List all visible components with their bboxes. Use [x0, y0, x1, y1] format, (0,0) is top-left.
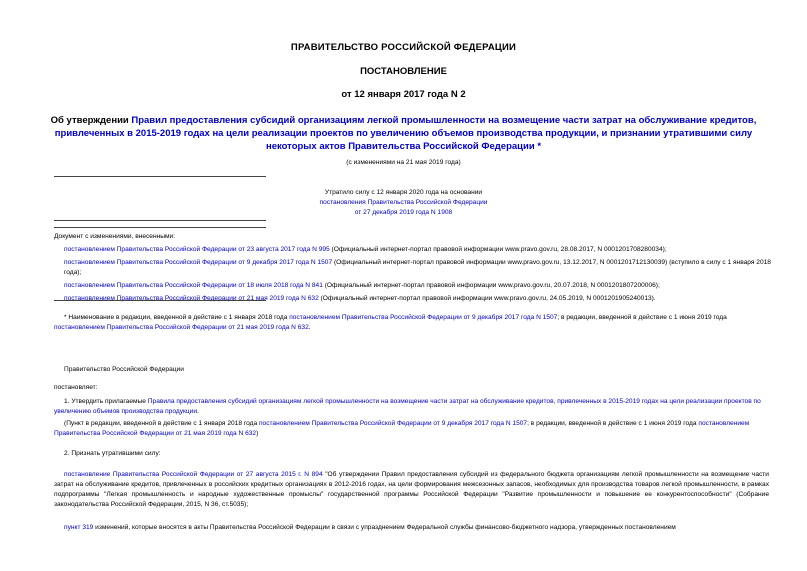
p1-note-link-1[interactable]: постановлением Правительства Российской Федерации от 9 декабря 2017 года N 1507	[258, 420, 528, 427]
divider	[54, 176, 266, 177]
list-item: постановлением Правительства Российской Федерации от 9 декабря 2017 года N 1507 (Официальный интернет-портал правовой информации www.pravo.gov.ru, 13.12.2017, N 0001201712130039) (вступило в силу с 1 января 2018 года);	[64, 259, 771, 276]
list-item: постановлением Правительства Российской Федерации от 21 мая 2019 года N 632 (Официальный интернет-портал правовой информации www.pravo.gov.ru, 24.05.2019, N 0001201905240013).	[64, 295, 656, 302]
footnote: * Наименование в редакции, введенной в действие с 1 января 2018 года постановлением Правительства Российской Федерации от 9 декабря 2017 года N 1507; в редакции, введенной в действие с 1 июня 2019 года постановлением Правительства Российской Федерации от 21 мая 2019 года N 632.	[54, 314, 727, 331]
government-line: Правительство Российской Федерации	[64, 366, 184, 373]
amendment-link-4[interactable]: постановлением Правительства Российской Федерации от 21 мая 2019 года N 632	[64, 295, 319, 302]
title-link[interactable]: Правил предоставления субсидий организациям легкой промышленности на возмещение части затрат на обслуживание кредитов, привлеченных в 2015-2019 годах на цели реализации проектов по увеличению объемов производства продукции, и признании утратившими силу некоторых актов Правительства Российской Федерации *	[54, 115, 757, 152]
amendment-link-1[interactable]: постановлением Правительства Российской Федерации от 23 августа 2017 года N 995	[64, 246, 330, 253]
paragraph-2: 2. Признать утратившими силу:	[64, 450, 161, 457]
point-319-link[interactable]: пункт 319	[64, 524, 94, 531]
amendment-link-2[interactable]: постановлением Правительства Российской Федерации от 9 декабря 2017 года N 1507	[64, 259, 333, 266]
list-item: постановлением Правительства Российской Федерации от 23 августа 2017 года N 995 (Официальный интернет-портал правовой информации www.pravo.gov.ru, 28.08.2017, N 0001201708280034);	[64, 246, 667, 253]
title-prefix: Об утверждении	[50, 115, 129, 126]
lost-force-link-1[interactable]: постановления Правительства Российской Федерации	[319, 199, 488, 206]
decrees-line: постановляет:	[54, 384, 98, 391]
document-title	[40, 114, 767, 153]
p1-note-link-2[interactable]: постановлением Правительства Российской Федерации от 21 мая 2019 года N 632	[54, 420, 750, 437]
lost-force-link-2[interactable]: от 27 декабря 2019 года N 1908	[354, 209, 453, 216]
amendment-link-3[interactable]: постановлением Правительства Российской Федерации от 18 июля 2018 года N 841	[64, 282, 323, 289]
paragraph-1: 1. Утвердить прилагаемые Правила предоставления субсидий организациям легкой промышленности на возмещение части затрат на обслуживание кредитов, привлеченных в 2015-2019 годах на цели реализации проектов по увеличению объемов производства продукции.	[54, 398, 761, 415]
list-item: постановлением Правительства Российской Федерации от 18 июля 2018 года N 841 (Официальный интернет-портал правовой информации www.pravo.gov.ru, 20.07.2018, N 0001201807200006);	[64, 282, 660, 289]
amendments-intro: Документ с изменениями, внесенными:	[54, 233, 176, 240]
header-date-number: от 12 января 2017 года N 2	[341, 89, 466, 100]
footnote-link-1[interactable]: постановлением Правительства Российской Федерации от 9 декабря 2017 года N 1507	[289, 314, 558, 321]
divider	[54, 300, 266, 301]
repealed-decree-link[interactable]: постановление Правительства Российской Федерации от 27 августа 2015 г. N 894	[64, 471, 323, 478]
paragraph-2a: постановление Правительства Российской Федерации от 27 августа 2015 г. N 894 "Об утверждении Правил предоставления субсидий из федерального бюджета организациям легкой промышленности на возмещение части затрат на обслуживание кредитов, привлеченных в российских кредитных организациях в 2012-2016 годах, на цели формирования межсезонных запасов, необходимых для производства товаров легкой промышленности, в рамках подпрограммы "Легкая промышленность и народные художественные промыслы" государственной программы Российской Федерации "Развитие промышленности и повышение ее конкурентоспособности" (Собрание законодательства Российской Федерации, 2015, N 36, ст.5035);	[54, 471, 769, 508]
rules-link[interactable]: Правила предоставления субсидий организациям легкой промышленности на возмещение части затрат на обслуживание кредитов, привлеченных в 2015-2019 годах на цели реализации проектов по увеличению объемов производства продукции	[54, 398, 761, 415]
header-org: ПРАВИТЕЛЬСТВО РОССИЙСКОЙ ФЕДЕРАЦИИ	[290, 42, 517, 53]
paragraph-2b: пункт 319 изменений, которые вносятся в акты Правительства Российской Федерации в связи с упразднением Федеральной службы финансово-бюджетного надзора, утвержденных постановлением	[64, 524, 676, 531]
amendment-note: (с изменениями на 21 мая 2019 года)	[346, 159, 461, 166]
lost-force-text: Утратило силу с 12 января 2020 года на основании	[324, 189, 483, 196]
divider	[54, 227, 266, 228]
paragraph-1-note: (Пункт в редакции, введенной в действие с 1 января 2018 года постановлением Правительства Российской Федерации от 9 декабря 2017 года N 1507; в редакции, введенной в действие с 1 июня 2019 года постановлением Правительства Российской Федерации от 21 мая 2019 года N 632)	[54, 420, 750, 437]
footnote-link-2[interactable]: постановлением Правительства Российской Федерации от 21 мая 2019 года N 632	[54, 324, 309, 331]
lost-force-note	[250, 188, 557, 218]
divider	[54, 220, 266, 221]
amendments-list	[54, 232, 774, 307]
header-doc-type: ПОСТАНОВЛЕНИЕ	[360, 66, 447, 77]
